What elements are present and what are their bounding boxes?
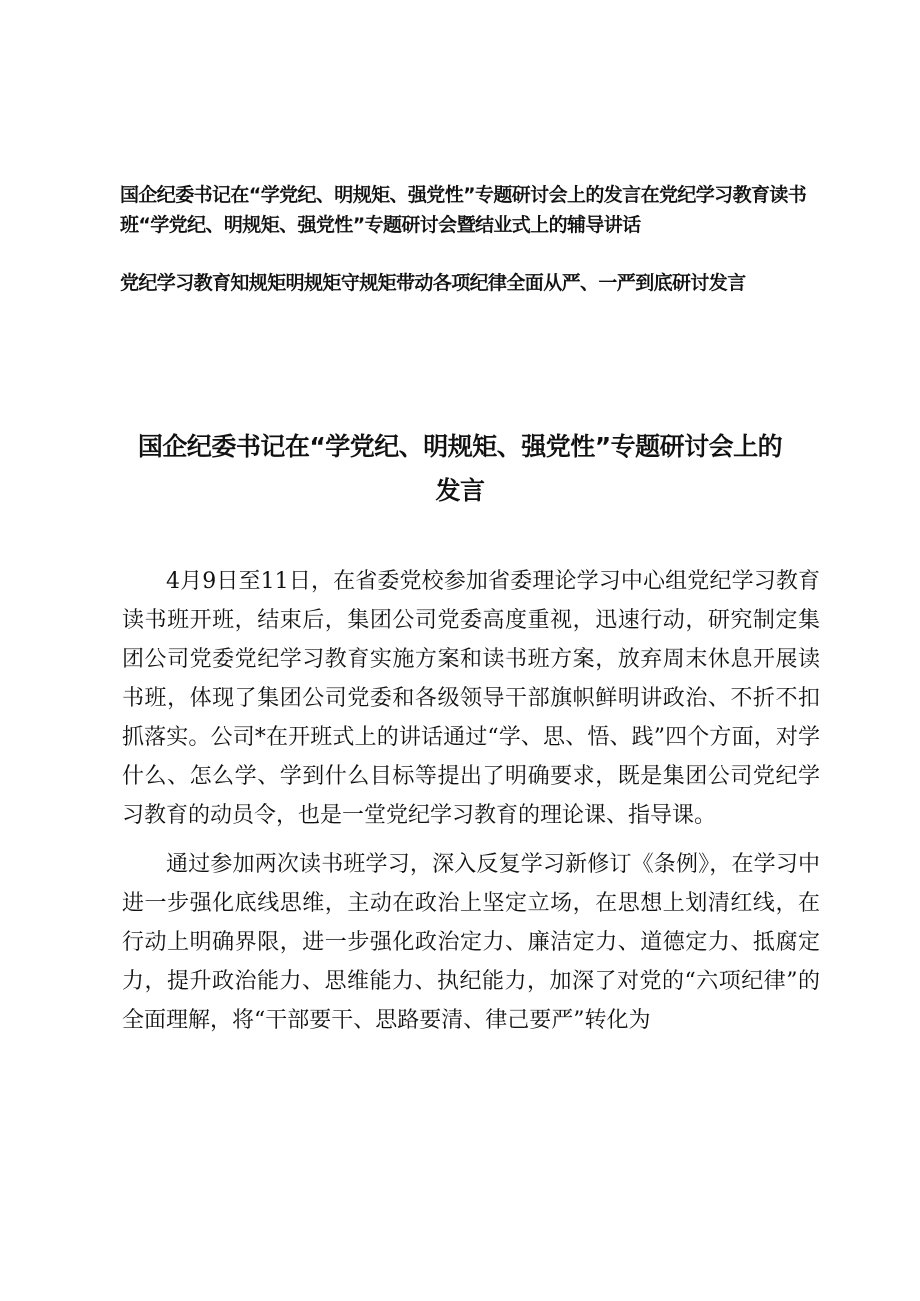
document-body <box>122 562 820 1050</box>
related-title-2: 党纪学习教育知规矩明规矩守规矩带动各项纪律全面从严、一严到底研讨发言 <box>120 272 746 294</box>
related-titles-list <box>120 180 820 298</box>
document-title: 国企纪委书记在“学党纪、明规矩、强党性”专题研讨会上的发言 <box>137 432 783 505</box>
body-paragraph-2: 通过参加两次读书班学习，深入反复学习新修订《条例》，在学习中进一步强化底线思维，主动在政治上坚定立场，在思想上划清红线，在行动上明确界限，进一步强化政治定力、廉洁定力、道德定力、抵腐定力，提升政治能力、思维能力、执纪能力，加深了对党的“六项纪律”的全面理解，将“干部要干、思路要清、律己要严”转化为 <box>122 852 820 1033</box>
body-paragraph-1: 4月9日至11日，在省委党校参加省委理论学习中心组党纪学习教育读书班开班，结束后，集团公司党委高度重视，迅速行动，研究制定集团公司党委党纪学习教育实施方案和读书班方案，放弃周末休息开展读书班，体现了集团公司党委和各级领导干部旗帜鲜明讲政治、不折不扣抓落实。公司*在开班式上的讲话通过“学、思、悟、践”四个方面，对学什么、怎么学、学到什么目标等提出了明确要求，既是集团公司党纪学习教育的动员令，也是一堂党纪学习教育的理论课、指导课。 <box>122 569 820 828</box>
related-title-1: 国企纪委书记在“学党纪、明规矩、强党性”专题研讨会上的发言在党纪学习教育读书班“学党纪、明规矩、强党性”专题研讨会暨结业式上的辅导讲话 <box>120 184 807 236</box>
